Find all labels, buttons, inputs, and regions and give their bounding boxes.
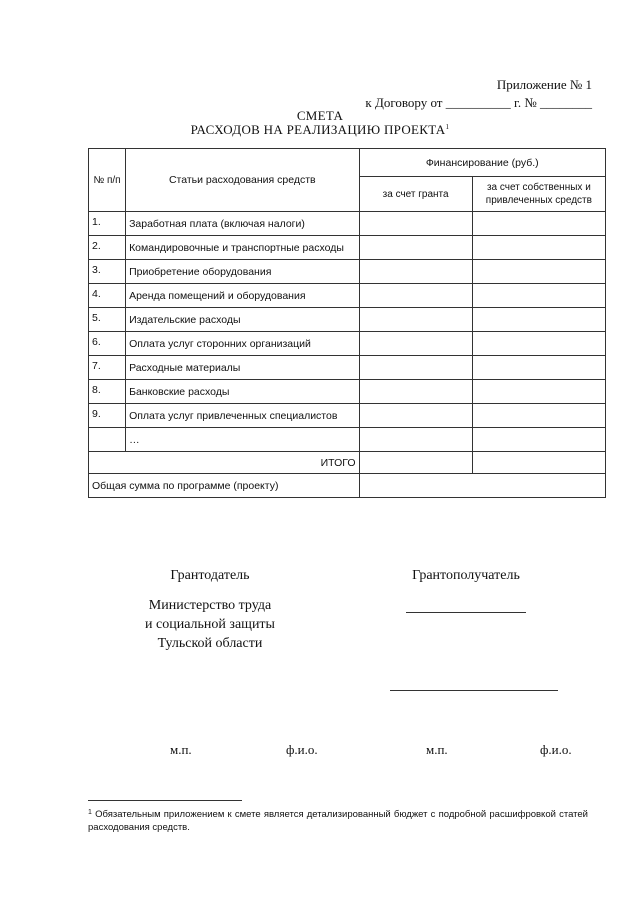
table-row (89, 380, 606, 404)
total-own-cell (472, 452, 605, 474)
program-total-cell (359, 474, 606, 498)
row-grant-cell (359, 260, 472, 284)
row-grant-cell (359, 404, 472, 428)
header-num: № п/п (89, 149, 126, 212)
row-item: Оплата услуг привлеченных специалистов (126, 404, 359, 428)
row-number: 8. (89, 380, 126, 404)
contract-reference: к Договору от __________ г. № ________ (365, 95, 592, 110)
row-number: 2. (89, 236, 126, 260)
row-number (89, 428, 126, 452)
row-number: 7. (89, 356, 126, 380)
stamp-place-left: м.п. (170, 742, 192, 757)
row-grant-cell (359, 428, 472, 452)
row-grant-cell (359, 332, 472, 356)
row-number: 9. (89, 404, 126, 428)
row-own-cell (472, 428, 605, 452)
row-grant-cell (359, 236, 472, 260)
row-own-cell (472, 356, 605, 380)
table-row (89, 212, 606, 236)
row-number: 6. (89, 332, 126, 356)
table-row (89, 260, 606, 284)
stamp-place-right: м.п. (426, 742, 448, 757)
row-grant-cell (359, 356, 472, 380)
row-item: Заработная плата (включая налоги) (126, 212, 359, 236)
row-item: Аренда помещений и оборудования (126, 284, 359, 308)
row-own-cell (472, 332, 605, 356)
document-subtitle (0, 122, 640, 137)
table-row (89, 356, 606, 380)
row-item: Расходные материалы (126, 356, 359, 380)
header-financing: Финансирование (руб.) (359, 149, 606, 177)
footnote-mark: 1 (445, 123, 450, 131)
table-row (89, 284, 606, 308)
grantor-org-line: Министерство труда (148, 598, 272, 613)
table-row (89, 404, 606, 428)
grantor-title: Грантодатель (170, 568, 250, 583)
program-total-label: Общая сумма по программе (проекту) (89, 474, 360, 498)
row-item: Приобретение оборудования (126, 260, 359, 284)
footnote (88, 808, 588, 834)
grantor-org-line: Тульской области (157, 636, 263, 651)
document-title: СМЕТА (296, 108, 344, 123)
row-grant-cell (359, 380, 472, 404)
row-item: Издательские расходы (126, 308, 359, 332)
appendix-label: Приложение № 1 (496, 77, 592, 92)
row-item: Командировочные и транспортные расходы (126, 236, 359, 260)
row-item: … (126, 428, 359, 452)
row-number: 4. (89, 284, 126, 308)
header-grant: за счет гранта (359, 177, 472, 212)
grantor-org (120, 596, 300, 653)
fio-left: ф.и.о. (286, 742, 318, 757)
row-grant-cell (359, 308, 472, 332)
row-item: Банковские расходы (126, 380, 359, 404)
budget-table (88, 148, 606, 498)
footnote-text: Обязательным приложением к смете является детализированный бюджет с подробной расшифровкой статей расходования средств. (88, 809, 588, 833)
row-number: 1. (89, 212, 126, 236)
grantee-signature-line-2 (390, 690, 558, 691)
row-own-cell (472, 284, 605, 308)
table-row (89, 332, 606, 356)
grantor-org-line: и социальной защиты (145, 617, 275, 632)
header-item: Статьи расходования средств (126, 149, 359, 212)
header-own: за счет собственных и привлеченных средств (472, 177, 605, 212)
row-grant-cell (359, 212, 472, 236)
row-grant-cell (359, 284, 472, 308)
row-number: 3. (89, 260, 126, 284)
subtitle-text: РАСХОДОВ НА РЕАЛИЗАЦИЮ ПРОЕКТА (190, 122, 446, 137)
row-own-cell (472, 236, 605, 260)
footnote-separator (88, 800, 242, 801)
table-row (89, 308, 606, 332)
grantee-signature-line-1 (406, 612, 526, 613)
row-own-cell (472, 308, 605, 332)
row-own-cell (472, 380, 605, 404)
row-item: Оплата услуг сторонних организаций (126, 332, 359, 356)
table-row (89, 428, 606, 452)
total-grant-cell (359, 452, 472, 474)
row-number: 5. (89, 308, 126, 332)
row-own-cell (472, 260, 605, 284)
row-own-cell (472, 404, 605, 428)
footnote-number: 1 (88, 809, 92, 816)
total-label: ИТОГО (89, 452, 360, 474)
table-row (89, 236, 606, 260)
grantee-title: Грантополучатель (412, 568, 520, 583)
fio-right: ф.и.о. (540, 742, 572, 757)
row-own-cell (472, 212, 605, 236)
